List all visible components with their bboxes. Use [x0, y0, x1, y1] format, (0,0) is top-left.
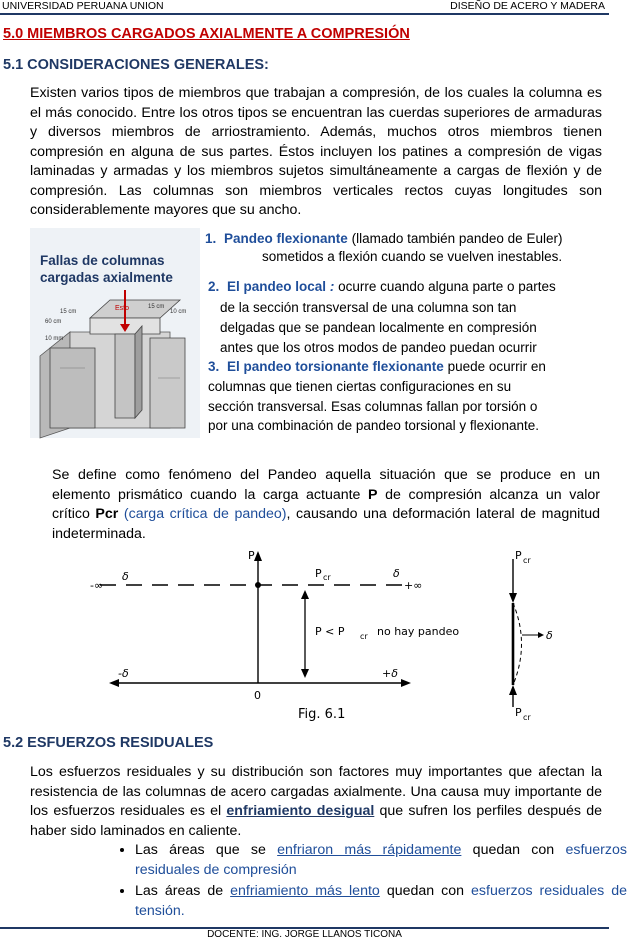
bullet-2-text-c: quedan con — [379, 883, 472, 899]
list-item — [135, 881, 627, 921]
failure-3-rest: puede ocurrir en — [447, 359, 546, 374]
bifurcation-point — [255, 582, 261, 588]
failure-2-line-4: antes que los otros modos de pandeo puedan ocurrir — [220, 340, 537, 355]
minus-infinity-label: -∞ — [90, 579, 104, 592]
column-failure-figure — [30, 228, 600, 443]
load-symbol-p: P — [368, 486, 378, 503]
failure-2-title: El pandeo local — [227, 279, 327, 294]
delta-left-label: δ — [122, 570, 129, 583]
failure-1-rest: (llamado también pandeo de Euler) — [351, 231, 563, 246]
failure-1-title: Pandeo flexionante — [224, 231, 348, 246]
subsection-title-2: 5.2 ESFUERZOS RESIDUALES — [3, 735, 214, 751]
bullet-1-text-a: Las áreas que se — [135, 842, 278, 858]
failure-2-number: 2. — [208, 279, 220, 294]
bullet-1-fast-cooling: enfriaron más rápidamente — [277, 842, 462, 858]
failure-1-number: 1. — [205, 231, 217, 246]
failure-3-line-4: por una combinación de pandeo torsional y flexionante. — [208, 418, 539, 433]
failure-2-rest: ocurre cuando alguna parte o partes — [338, 279, 556, 294]
dim-label-2: 10 cm — [170, 309, 187, 315]
load-label: Esfo — [115, 305, 130, 312]
plus-infinity-label: +∞ — [404, 579, 423, 592]
failure-2-line-3: delgadas que se pandean localmente en compresión — [220, 320, 537, 335]
column-bottom-arrow — [509, 685, 517, 695]
paragraph-intro: Existen varios tipos de miembros que trabajan a compresión, de los cuales la columna es el más conocido. Entre los otros tipos se encuentran las cuerdas superiores de armaduras y diversos miembros de arriostramiento. Además, muchos otros miembros tienen compresión en alguna de sus partes. Éstos incluyen los patines a compresión de vigas laminadas y armadas y los miembros sujetos simultáneamente a cargas de flexión y de compresión. Las columnas son miembros verticales rectos cuyas longitudes son considerablemente mayores que su ancho. — [30, 85, 602, 218]
figure-left-title-1: Fallas de columnas — [40, 253, 165, 268]
failure-3-title: El pandeo torsionante flexionante — [227, 359, 444, 374]
condition-sub: cr — [360, 632, 368, 641]
header-university: UNIVERSIDAD PERUANA UNION — [2, 0, 164, 12]
origin-label: 0 — [254, 689, 261, 702]
residual-text-2: que sufren los perfiles después de haber sido laminados en caliente. — [30, 803, 602, 839]
svg-text:2. El pandeo local — [208, 279, 556, 294]
svg-text:1. Pandeo flexionante — [205, 231, 562, 246]
dim-label-4: 15 cm — [60, 309, 77, 315]
residual-stress-list — [110, 840, 627, 922]
page-header — [0, 0, 609, 14]
pcr-line-sub: cr — [323, 573, 331, 582]
paragraph-pandeo-definition — [52, 466, 600, 544]
condition-label: P < P — [315, 625, 345, 638]
failure-1-line-2: sometidos a flexión cuando se vuelven inestables. — [262, 249, 563, 264]
critical-load-description: (carga crítica de pandeo) — [118, 506, 287, 522]
residual-text-1: Los esfuerzos residuales y su distribución son factores muy importantes que afectan la resistencia de las columnas de acero cargadas axialmente. Una causa muy importante de los esfuerzos residuales es el — [30, 764, 602, 819]
no-buckling-label: no hay pandeo — [377, 625, 460, 638]
bullet-1-text-c: quedan con — [461, 842, 566, 858]
pandeo-text-3: , causando una deformación lateral de magnitud indeterminada. — [52, 506, 600, 542]
bullet-1-compression: esfuerzos residuales de compresión — [135, 842, 627, 878]
bullet-2-tension: esfuerzos residuales de tensión. — [135, 883, 627, 919]
failure-3-line-3: sección transversal. Esas columnas fallan por torsión o — [208, 399, 538, 414]
pcr-line-label: P — [315, 567, 322, 580]
failure-3-number: 3. — [208, 359, 220, 374]
figure-caption: Fig. 6.1 — [298, 707, 346, 722]
list-item — [135, 840, 627, 880]
subsection-title-1: 5.1 CONSIDERACIONES GENERALES: — [3, 57, 269, 73]
header-course: DISEÑO DE ACERO Y MADERA — [450, 0, 605, 12]
key-term-uneven-cooling: enfriamiento desigual — [226, 803, 375, 819]
bullet-2-text-a: Las áreas de — [135, 883, 231, 899]
p-axis-arrow — [254, 551, 262, 561]
column-pcr-top-label: P — [515, 549, 522, 562]
column-pcr-bottom-label: P — [515, 706, 522, 719]
critical-load-symbol: Pcr — [95, 506, 119, 522]
dim-label-3: 60 cm — [45, 319, 62, 325]
failure-3-line-2: columnas que tienen ciertas configuraciones en su — [208, 379, 512, 394]
svg-text:3. El pandeo torsionante — [208, 359, 546, 374]
dim-label-5: 10 mm — [45, 336, 64, 342]
column-pcr-bottom-sub: cr — [523, 713, 531, 722]
failure-modes-list — [205, 231, 562, 433]
fig-6-1-diagram — [60, 545, 580, 725]
delta-right-label: δ — [393, 567, 400, 580]
p-axis-label: P — [248, 549, 255, 562]
dim-label-1: 15 cm — [148, 304, 165, 310]
bullet-2-slow-cooling: enfriamiento más lento — [230, 883, 380, 899]
failure-2-colon: : — [329, 279, 335, 294]
header-rule — [0, 13, 609, 15]
failure-2-line-2: de la sección transversal de una columna son tan — [220, 300, 517, 315]
minus-delta-label: -δ — [118, 667, 129, 680]
column-top-arrow — [509, 593, 517, 603]
page-footer: DOCENTE: ING. JORGE LLANOS TICONA — [207, 929, 402, 940]
plus-delta-label: +δ — [382, 667, 398, 680]
pandeo-text-1: Se define como fenómeno del Pandeo aquella situación que se produce en un elemento prismático cuando la carga actuante — [52, 467, 600, 503]
figure-left-title-2: cargadas axialmente — [40, 270, 173, 285]
paragraph-residual-stress — [30, 763, 602, 841]
column-delta-label: δ — [546, 629, 553, 642]
pandeo-text-2: de compresión alcanza un valor crítico — [52, 486, 600, 522]
column-pcr-top-sub: cr — [523, 556, 531, 565]
section-title: 5.0 MIEMBROS CARGADOS AXIALMENTE A COMPRESIÓN — [3, 26, 410, 42]
